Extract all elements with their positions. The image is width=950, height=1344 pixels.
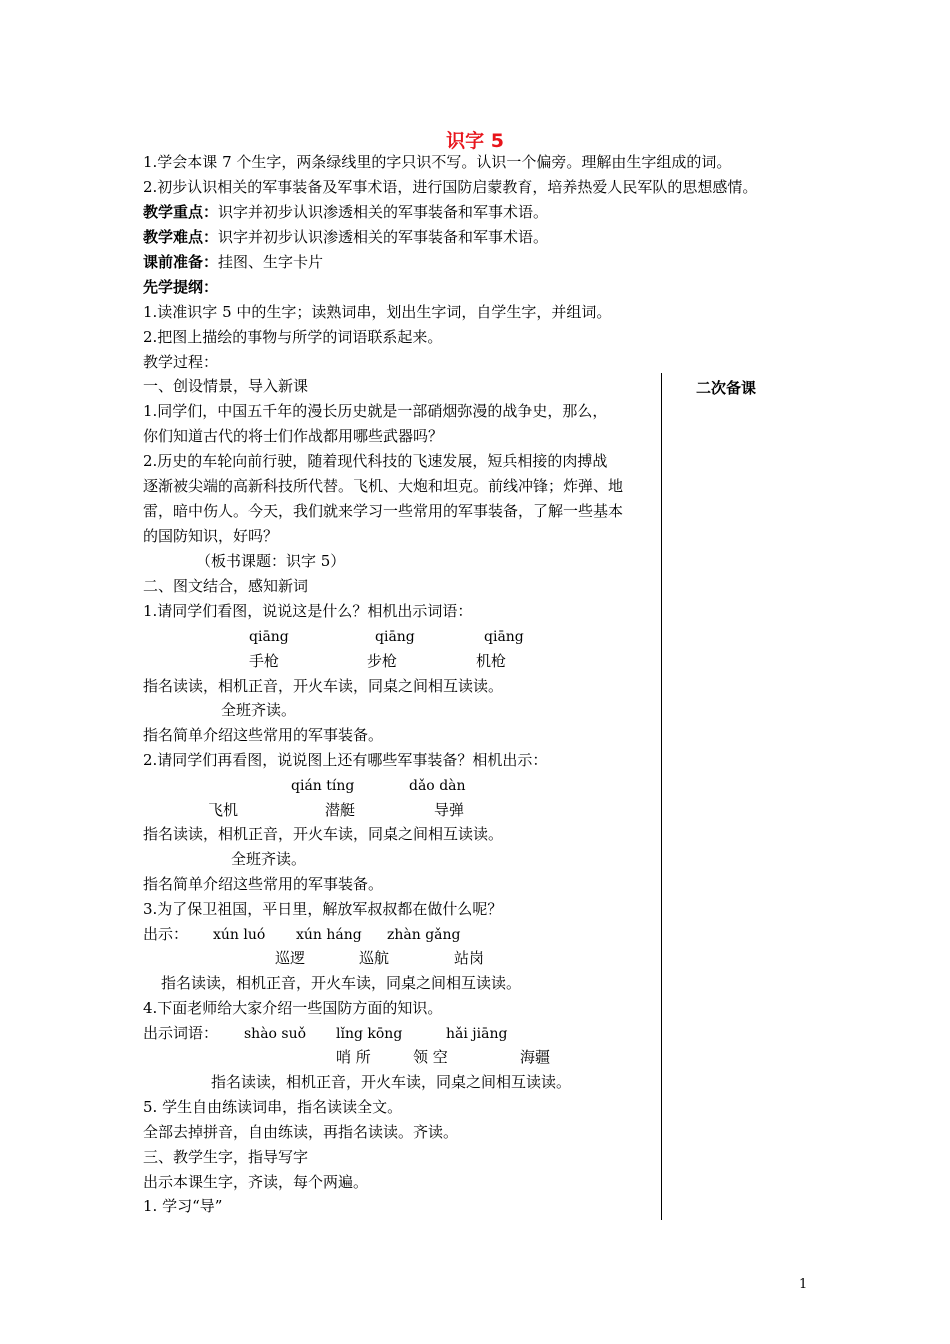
paragraph-line: 全班齐读。 [221,701,297,719]
pinyin: xún háng [296,927,362,943]
section-2-heading: 二、图文结合，感知新词 [143,577,309,595]
key-point-text: 识字并初步认识渗透相关的军事装备和军事术语。 [218,203,549,221]
paragraph-line: 指名读读，相机正音，开火车读，同桌之间相互读读。 [211,1073,572,1091]
vocab-word: 巡航 [359,949,390,967]
key-point [143,202,548,222]
paragraph-line: 指名读读，相机正音，开火车读，同桌之间相互读读。 [143,677,504,695]
vocab-word: 导弹 [434,801,465,819]
pinyin: qiāng [249,629,289,645]
side-column-heading: 二次备课 [696,379,757,397]
vocab-word: 潜艇 [325,801,356,819]
pinyin: zhàn gǎng [387,927,461,943]
paragraph-line: 2.历史的车轮向前行驶，随着现代科技的飞速发展，短兵相接的肉搏战 [143,452,608,470]
paragraph-line: 5. 学生自由练读词串，指名读读全文。 [143,1098,403,1116]
pinyin: shào suǒ [244,1026,307,1042]
paragraph-line: 雷，暗中伤人。今天，我们就来学习一些常用的军事装备，了解一些基本 [143,502,624,520]
paragraph-line: 指名读读，相机正音，开火车读，同桌之间相互读读。 [161,974,522,992]
key-point-label: 教学重点： [143,203,219,221]
pinyin: lǐng kōng [336,1026,403,1042]
preview-2: 2.把图上描绘的事物与所学的词语联系起来。 [143,328,443,346]
section-3-heading: 三、教学生字，指导写字 [143,1148,309,1166]
vocab-word: 领 空 [413,1048,448,1066]
pinyin: xún luó [213,927,266,943]
preview-1: 1.读准识字 5 中的生字；读熟词串，划出生字词，自学生字，并组词。 [143,303,612,321]
pinyin: qiāng [484,629,524,645]
paragraph-line: 全部去掉拼音，自由练读，再指名读读。齐读。 [143,1123,459,1141]
vocab-word: 海疆 [520,1048,551,1066]
paragraph-line: 出示： [143,925,189,943]
paragraph-line: 出示词语： [143,1024,219,1042]
paragraph-line: 指名简单介绍这些常用的军事装备。 [143,726,384,744]
paragraph-line: 的国防知识，好吗？ [143,527,279,545]
preparation [143,252,323,272]
column-divider [661,373,662,1220]
pinyin: hǎi jiāng [446,1026,508,1042]
vocab-word: 巡逻 [275,949,306,967]
paragraph-line: 指名读读，相机正音，开火车读，同桌之间相互读读。 [143,825,504,843]
preparation-label: 课前准备： [143,253,219,271]
lesson-title: 识字 5 [446,130,504,152]
paragraph-line: 1.请同学们看图，说说这是什么？相机出示词语： [143,602,473,620]
paragraph-line: 1. 学习“导” [143,1197,223,1215]
paragraph-line: 4.下面老师给大家介绍一些国防方面的知识。 [143,999,443,1017]
paragraph-line: 全班齐读。 [231,850,307,868]
board-title-note: （板书课题：识字 5） [196,552,346,570]
process-label: 教学过程： [143,353,219,371]
pinyin: dǎo dàn [409,778,466,794]
vocab-word: 步枪 [367,652,398,670]
pinyin: qiāng [375,629,415,645]
paragraph-line: 你们知道古代的将士们作战都用哪些武器吗？ [143,427,444,445]
difficulty-label: 教学难点： [143,228,219,246]
difficulty-text: 识字并初步认识渗透相关的军事装备和军事术语。 [218,228,549,246]
difficulty [143,227,548,247]
pinyin: qián tíng [291,778,355,794]
paragraph-line: 1.同学们，中国五千年的漫长历史就是一部硝烟弥漫的战争史，那么， [143,402,608,420]
vocab-word: 手枪 [249,652,280,670]
paragraph-line: 出示本课生字，齐读，每个两遍。 [143,1173,369,1191]
paragraph-line: 2.请同学们再看图，说说图上还有哪些军事装备？相机出示： [143,751,548,769]
vocab-word: 飞机 [208,801,239,819]
objective-2: 2.初步认识相关的军事装备及军事术语，进行国防启蒙教育，培养热爱人民军队的思想感情。 [143,178,758,196]
section-1-heading: 一、创设情景，导入新课 [143,377,309,395]
vocab-word: 机枪 [476,652,507,670]
vocab-word: 哨 所 [336,1048,371,1066]
objective-1: 1.学会本课 7 个生字，两条绿线里的字只识不写。认识一个偏旁。理解由生字组成的词。 [143,153,732,171]
paragraph-line: 3.为了保卫祖国，平日里，解放军叔叔都在做什么呢？ [143,900,503,918]
preparation-text: 挂图、生字卡片 [218,253,324,271]
page-number: 1 [799,1277,808,1292]
preview-label: 先学提纲： [143,278,219,296]
paragraph-line: 逐渐被尖端的高新科技所代替。飞机、大炮和坦克。前线冲锋；炸弹、地 [143,477,624,495]
vocab-word: 站岗 [454,949,485,967]
paragraph-line: 指名简单介绍这些常用的军事装备。 [143,875,384,893]
